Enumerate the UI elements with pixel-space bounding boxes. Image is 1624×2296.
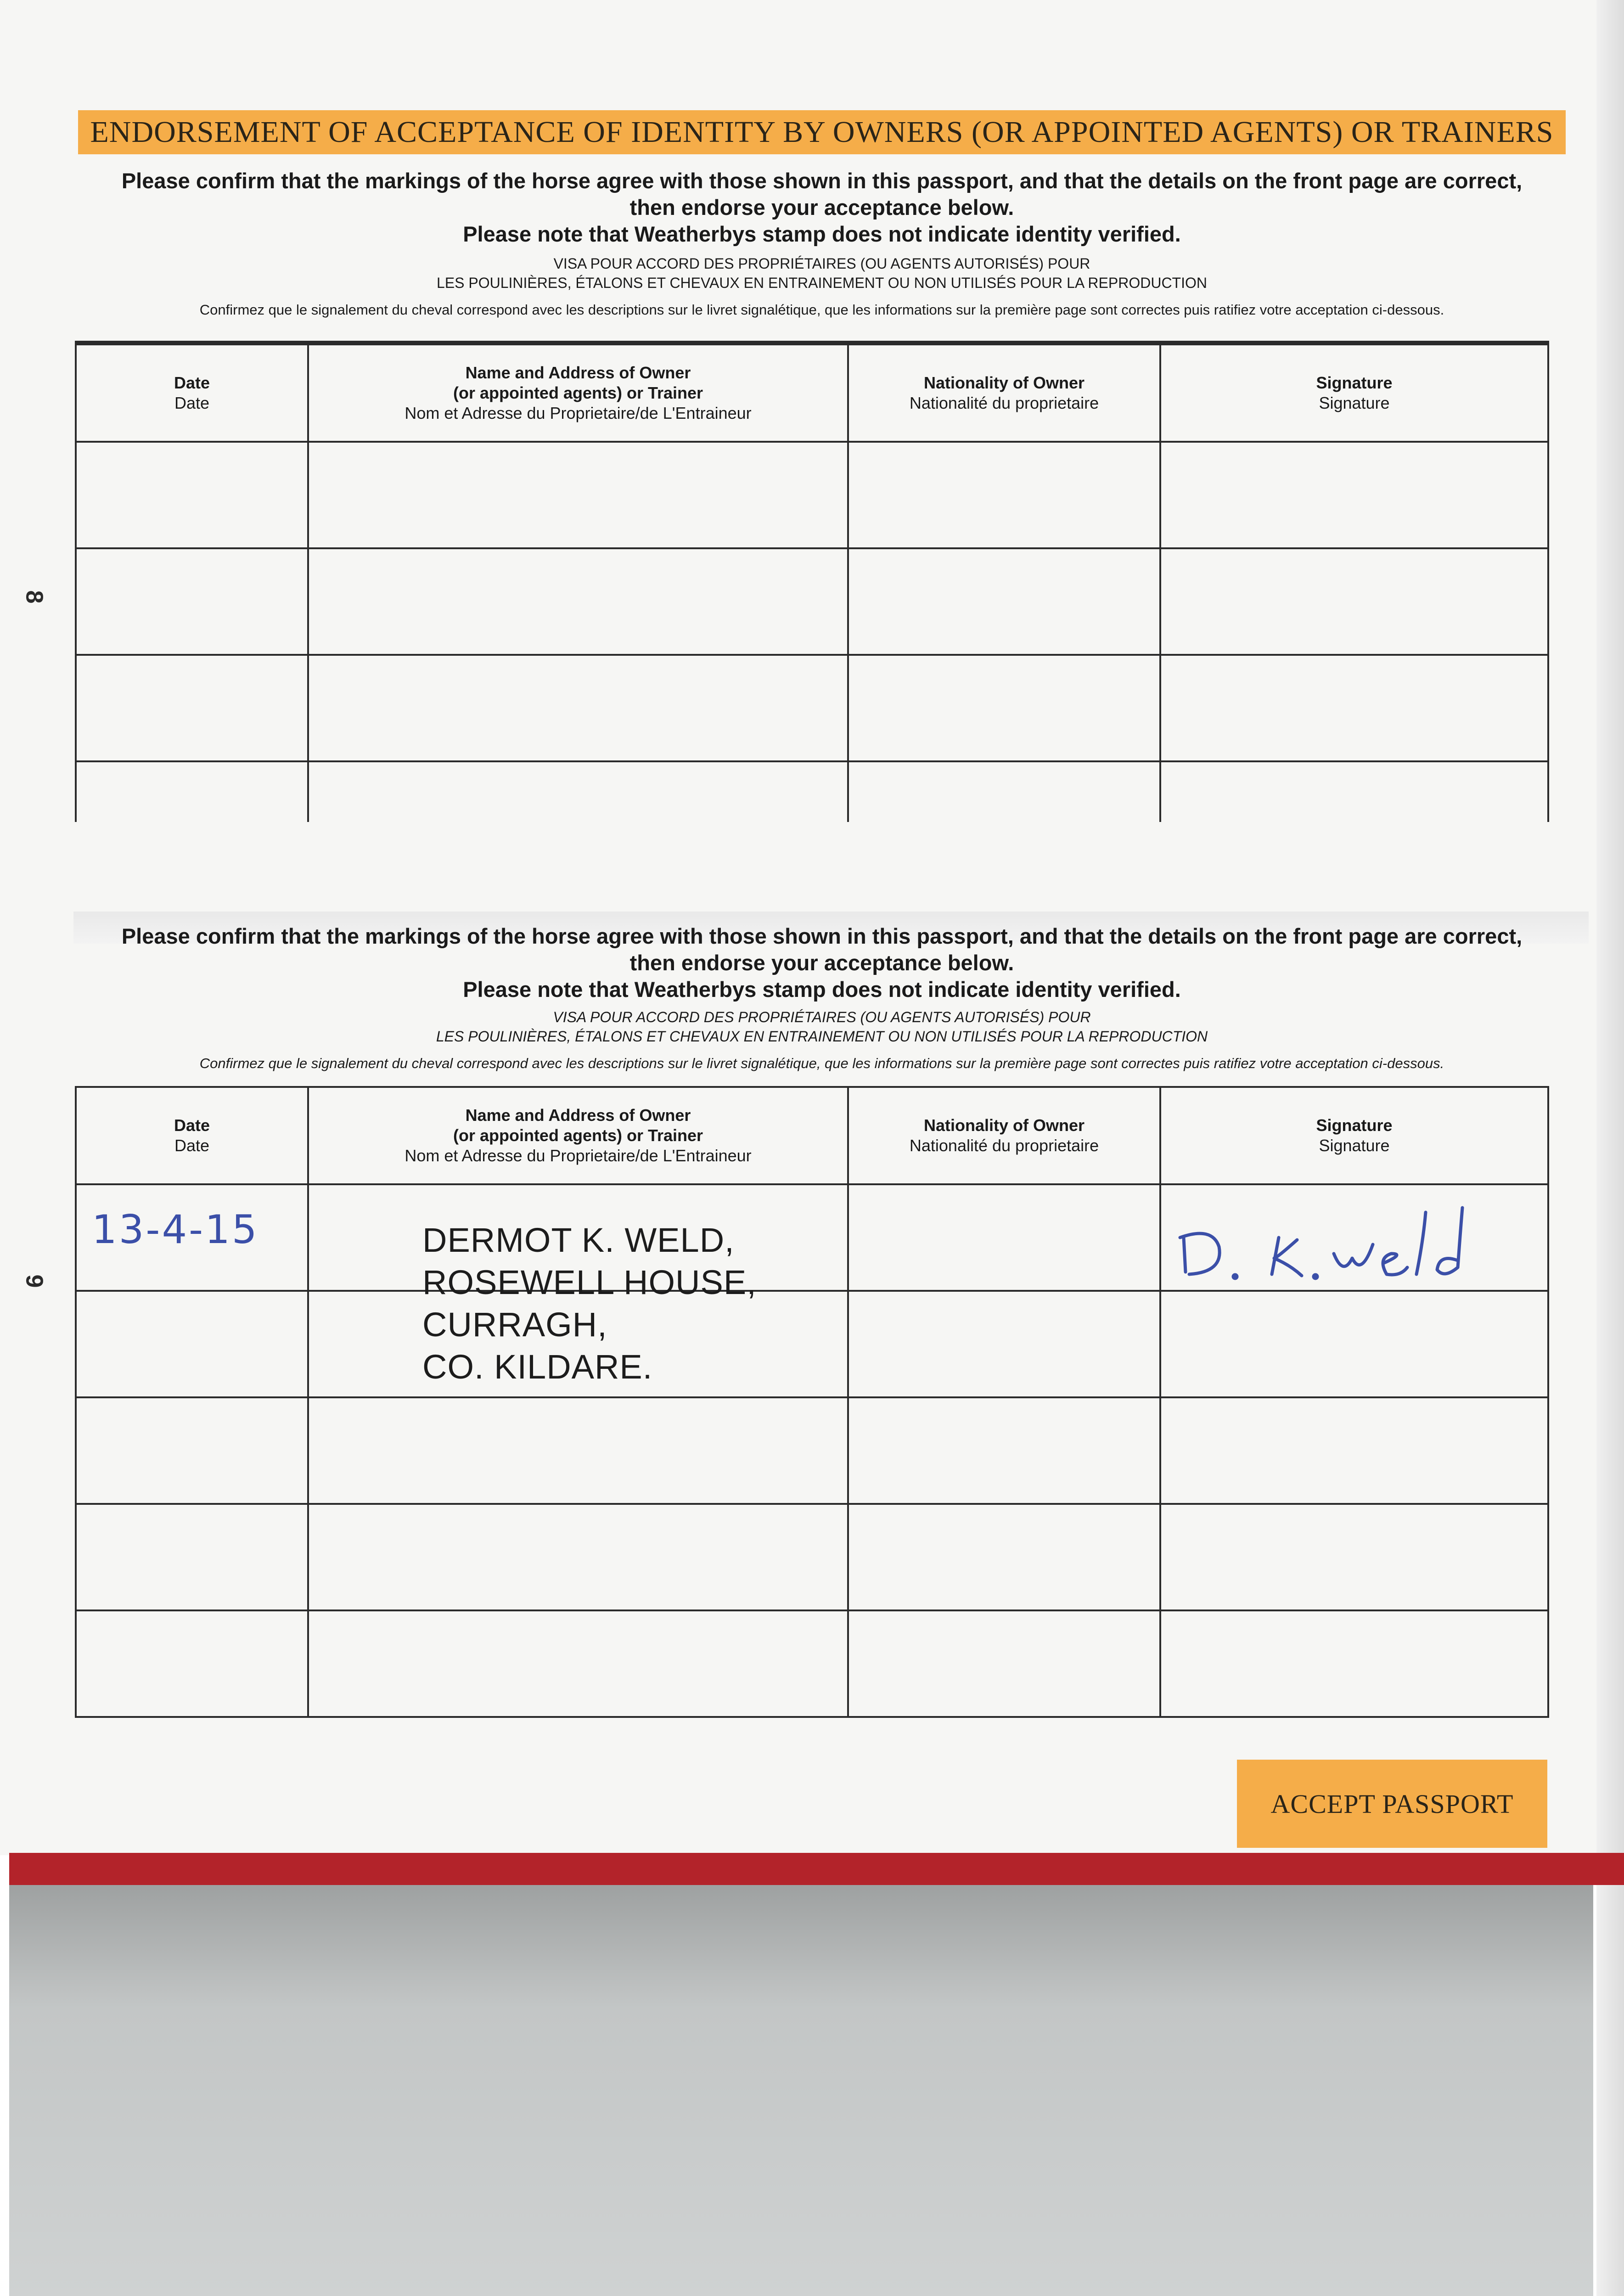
table-row xyxy=(76,548,1548,655)
date-cell[interactable] xyxy=(76,761,308,822)
header-sig-en: Signature xyxy=(1316,1116,1393,1135)
date-cell[interactable] xyxy=(76,1397,308,1504)
signature-cell[interactable] xyxy=(1160,1504,1548,1610)
date-cell[interactable] xyxy=(76,548,308,655)
french-confirm-text: Confirmez que le signalement du cheval correspond avec les descriptions sur le livret signalétique, que les informations sur la première page sont correctes puis ratifiez votre acceptation ci-dessous. xyxy=(199,1055,1444,1071)
page-number-8: 8 xyxy=(21,590,48,604)
header-name-en-1: Name and Address of Owner xyxy=(465,363,691,382)
instruction-line-3: Please note that Weatherbys stamp does not indicate identity verified. xyxy=(463,977,1181,1002)
date-cell[interactable] xyxy=(76,442,308,548)
header-date-fr: Date xyxy=(174,1136,210,1155)
header-date xyxy=(76,343,308,442)
french-confirm-text: Confirmez que le signalement du cheval correspond avec les descriptions sur le livret signalétique, que les informations sur la première page sont correctes puis ratifiez votre acceptation ci-dessous. xyxy=(199,302,1444,318)
name-address-cell[interactable] xyxy=(308,1397,848,1504)
header-nat-en: Nationality of Owner xyxy=(923,373,1085,392)
name-address-cell[interactable] xyxy=(308,1504,848,1610)
table-row xyxy=(76,1504,1548,1610)
nationality-cell[interactable] xyxy=(848,1397,1160,1504)
header-date-en: Date xyxy=(174,1116,210,1135)
date-cell[interactable] xyxy=(76,655,308,761)
table-row xyxy=(76,1610,1548,1717)
endorsement-table-page-9 xyxy=(75,1086,1549,1718)
header-nat-fr: Nationalité du proprietaire xyxy=(909,1136,1099,1155)
header-nat-en: Nationality of Owner xyxy=(923,1116,1085,1135)
nationality-cell[interactable] xyxy=(848,1184,1160,1291)
endorsement-table-page-8 xyxy=(75,341,1549,822)
accept-passport-button[interactable]: ACCEPT PASSPORT xyxy=(1237,1760,1547,1848)
table-header-row xyxy=(76,1087,1548,1184)
nationality-cell[interactable] xyxy=(848,1291,1160,1397)
stamp-line-4: CO. KILDARE. xyxy=(422,1348,653,1386)
french-heading-1: VISA POUR ACCORD DES PROPRIÉTAIRES (OU AGENTS AUTORISÉS) POUR xyxy=(553,1009,1091,1025)
header-nationality xyxy=(848,343,1160,442)
table-row xyxy=(76,655,1548,761)
date-cell[interactable] xyxy=(76,1610,308,1717)
handwritten-date: 13-4-15 xyxy=(92,1207,259,1253)
header-date xyxy=(76,1087,308,1184)
page-edge xyxy=(1596,0,1624,2296)
french-heading-1: VISA POUR ACCORD DES PROPRIÉTAIRES (OU AGENTS AUTORISÉS) POUR xyxy=(553,255,1090,272)
header-date-en: Date xyxy=(174,373,210,392)
instruction-line-2: then endorse your acceptance below. xyxy=(629,195,1014,219)
name-address-cell[interactable] xyxy=(308,1610,848,1717)
nationality-cell[interactable] xyxy=(848,1610,1160,1717)
header-signature xyxy=(1160,343,1548,442)
cover-red-band xyxy=(9,1853,1624,1885)
page-number-9: 9 xyxy=(21,1274,48,1288)
instruction-line-2: then endorse your acceptance below. xyxy=(629,951,1014,975)
signature-cell[interactable] xyxy=(1160,1291,1548,1397)
stamp-line-2: ROSEWELL HOUSE, xyxy=(422,1263,757,1301)
header-name-fr: Nom et Adresse du Proprietaire/de L'Entraineur xyxy=(405,404,752,422)
name-address-cell[interactable] xyxy=(308,442,848,548)
signature-cell[interactable] xyxy=(1160,1610,1548,1717)
nationality-cell[interactable] xyxy=(848,761,1160,822)
date-cell[interactable] xyxy=(76,1291,308,1397)
nationality-cell[interactable] xyxy=(848,655,1160,761)
signature-cell[interactable] xyxy=(1160,548,1548,655)
header-signature xyxy=(1160,1087,1548,1184)
name-address-cell[interactable] xyxy=(308,655,848,761)
header-nat-fr: Nationalité du proprietaire xyxy=(909,394,1099,412)
table-row xyxy=(76,761,1548,822)
header-nationality xyxy=(848,1087,1160,1184)
table-row xyxy=(76,1291,1548,1397)
nationality-cell[interactable] xyxy=(848,442,1160,548)
header-sig-en: Signature xyxy=(1316,373,1393,392)
stamp-line-3: CURRAGH, xyxy=(422,1306,607,1344)
owner-address-stamp xyxy=(422,1219,757,1388)
signature-cell[interactable] xyxy=(1160,1397,1548,1504)
header-sig-fr: Signature xyxy=(1319,394,1390,412)
instructions-page-8 xyxy=(73,168,1570,319)
header-name-fr: Nom et Adresse du Proprietaire/de L'Entraineur xyxy=(405,1146,752,1165)
date-cell[interactable] xyxy=(76,1504,308,1610)
instruction-line-3: Please note that Weatherbys stamp does not indicate identity verified. xyxy=(463,222,1181,246)
signature-cell[interactable] xyxy=(1160,442,1548,548)
scan-background xyxy=(9,1885,1593,2296)
signature-cell[interactable] xyxy=(1160,761,1548,822)
instruction-line-1: Please confirm that the markings of the horse agree with those shown in this passport, and that the details on the front page are correct, xyxy=(121,169,1523,193)
french-heading-2: LES POULINIÈRES, ÉTALONS ET CHEVAUX EN ENTRAINEMENT OU NON UTILISÉS POUR LA REPRODUCTION xyxy=(437,275,1207,291)
stamp-line-1: DERMOT K. WELD, xyxy=(422,1221,735,1259)
instructions-page-9 xyxy=(73,923,1570,1073)
handwritten-signature xyxy=(1175,1194,1543,1304)
nationality-cell[interactable] xyxy=(848,548,1160,655)
signature-cell[interactable] xyxy=(1160,655,1548,761)
table-row xyxy=(76,442,1548,548)
instruction-line-1: Please confirm that the markings of the horse agree with those shown in this passport, and that the details on the front page are correct, xyxy=(121,924,1523,948)
nationality-cell[interactable] xyxy=(848,1504,1160,1610)
table-row xyxy=(76,1397,1548,1504)
header-name-address xyxy=(308,343,848,442)
name-address-cell[interactable] xyxy=(308,548,848,655)
header-date-fr: Date xyxy=(174,394,210,412)
header-name-en-2: (or appointed agents) or Trainer xyxy=(453,1126,703,1145)
section-title-banner: ENDORSEMENT OF ACCEPTANCE OF IDENTITY BY OWNERS (OR APPOINTED AGENTS) OR TRAINERS xyxy=(78,110,1566,154)
french-heading-2: LES POULINIÈRES, ÉTALONS ET CHEVAUX EN ENTRAINEMENT OU NON UTILISÉS POUR LA REPRODUCTION xyxy=(436,1028,1208,1045)
header-sig-fr: Signature xyxy=(1319,1136,1390,1155)
header-name-en-1: Name and Address of Owner xyxy=(465,1106,691,1125)
header-name-en-2: (or appointed agents) or Trainer xyxy=(453,383,703,402)
table-header-row xyxy=(76,343,1548,442)
header-name-address xyxy=(308,1087,848,1184)
name-address-cell[interactable] xyxy=(308,761,848,822)
